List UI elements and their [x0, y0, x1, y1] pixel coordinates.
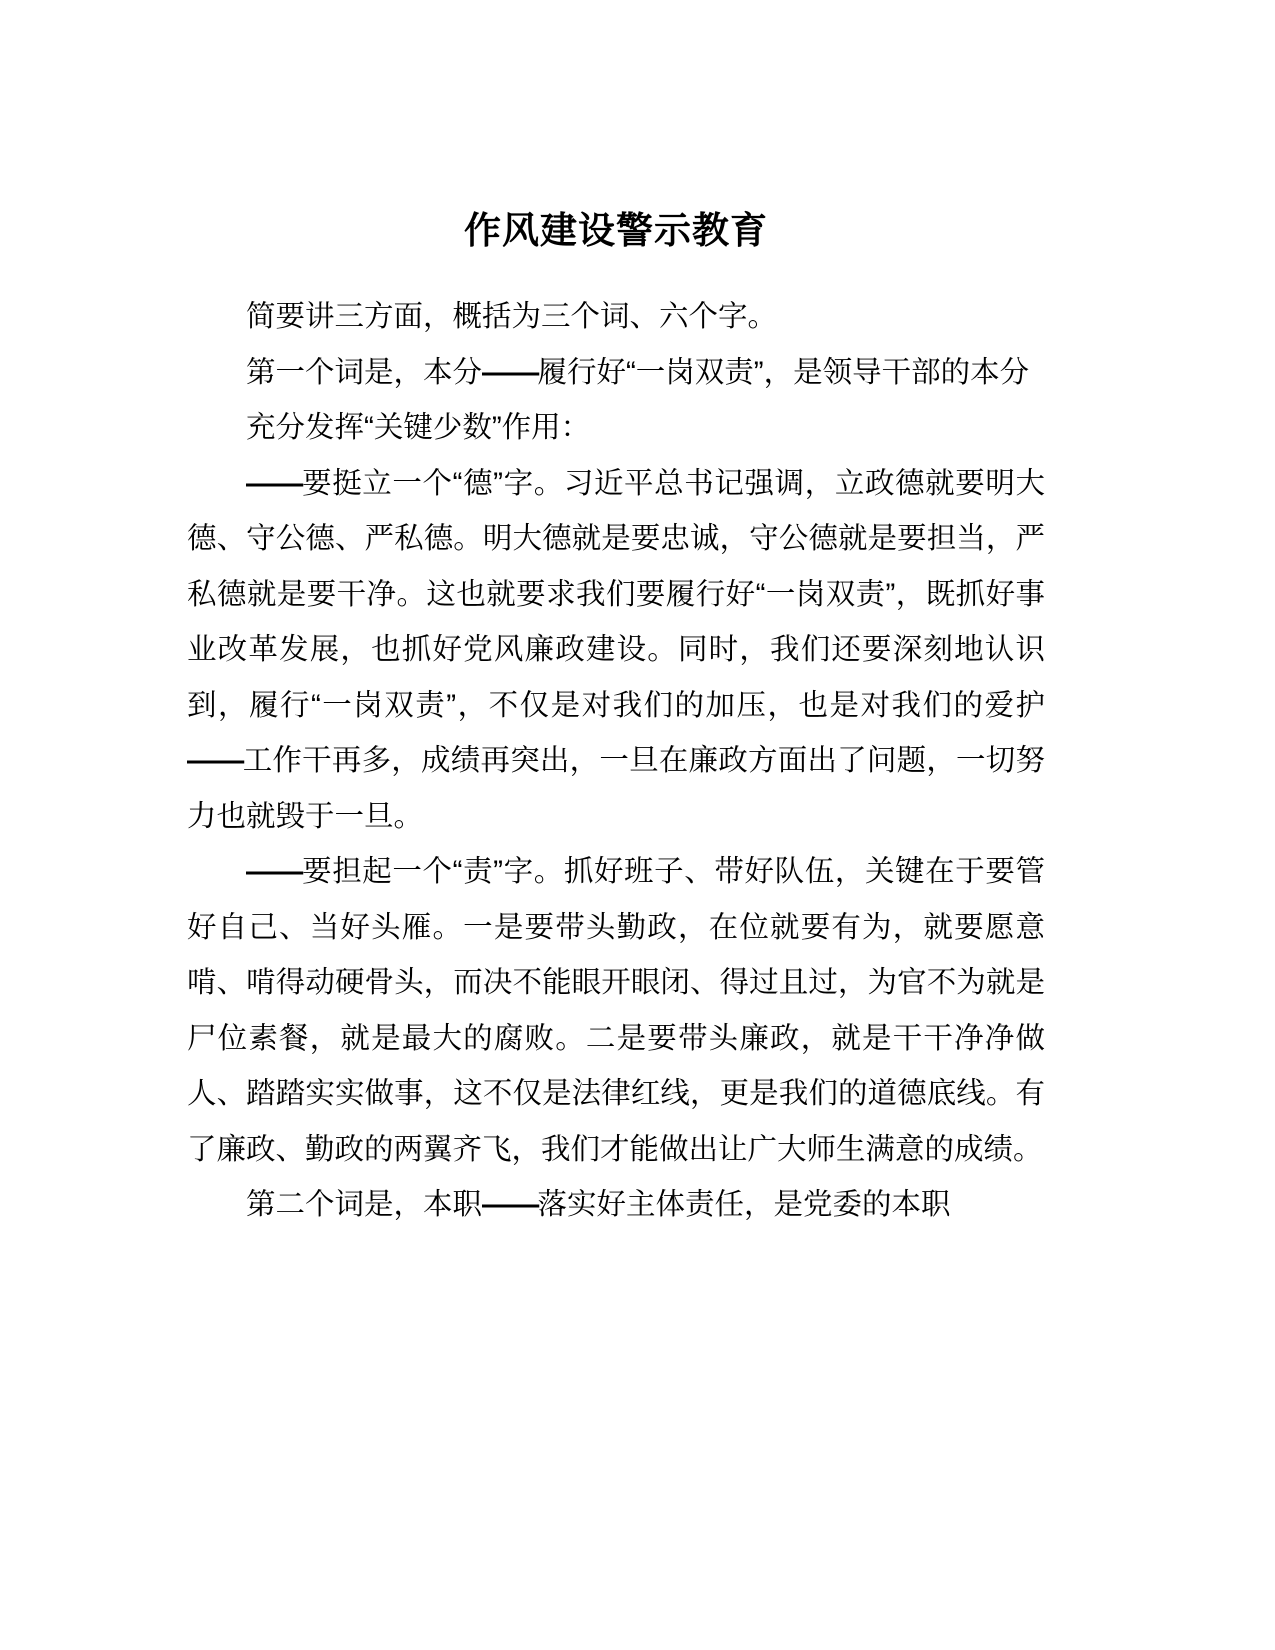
- paragraph-intro: 简要讲三方面，概括为三个词、六个字。: [246, 300, 778, 333]
- page-title: 作风建设警示教育: [464, 210, 768, 251]
- paragraph-second-term-heading: 第二个词是，本职——落实好主体责任，是党委的本职: [246, 1188, 951, 1221]
- paragraph-key-minority: 充分发挥“关键少数”作用：: [246, 411, 591, 444]
- paragraph-first-term-heading: 第一个词是，本分——履行好“一岗双责”，是领导干部的本分: [246, 355, 1030, 389]
- em-dash-run: ——: [482, 355, 538, 389]
- em-dash-run: ——: [482, 1188, 538, 1221]
- paragraph-responsibility-point: ——要担起一个“责”字。抓好班子、带好队伍，关键在于要管好自己、当好头雁。一是要带头勤政，在位就要有为，就要愿意啃、啃得动硬骨头，而决不能眼开眼闭、得过且过，为官不为就是尸位素餐，就是最大的腐败。二是要带头廉政，就是干干净净做人、踏踏实实做事，这不仅是法律红线，更是我们的道德底线。有了廉政、勤政的两翼齐飞，我们才能做出让广大师生满意的成绩。: [187, 855, 1045, 1166]
- em-dash-run: ——: [187, 744, 243, 777]
- em-dash-run: ——: [246, 855, 302, 888]
- paragraph-virtue-point: ——要挺立一个“德”字。习近平总书记强调，立政德就要明大德、守公德、严私德。明大德就是要忠诚，守公德就是要担当，严私德就是要干净。这也就要求我们要履行好“一岗双责”，既抓好事业改革发展，也抓好党风廉政建设。同时，我们还要深刻地认识到，履行“一岗双责”，不仅是对我们的加压，也是对我们的爱护——工作干再多，成绩再突出，一旦在廉政方面出了问题，一切努力也就毁于一旦。: [187, 466, 1045, 833]
- em-dash-run: ——: [246, 466, 302, 500]
- document-body: [187, 0, 1045, 1233]
